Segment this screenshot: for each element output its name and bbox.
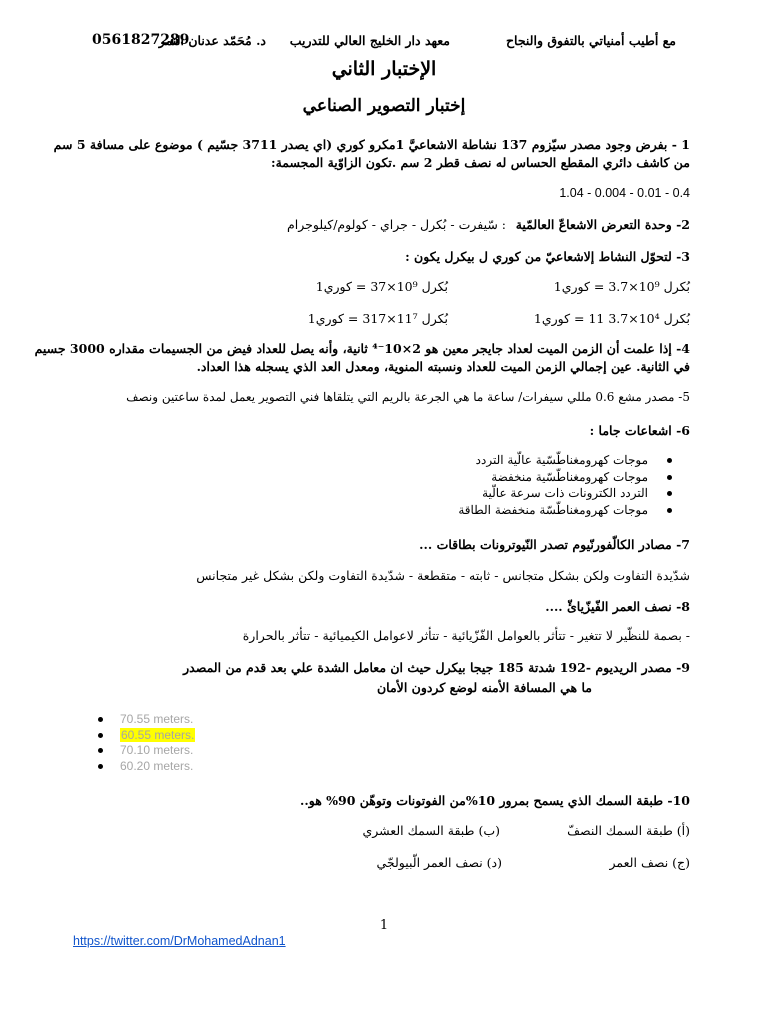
bullet-icon (98, 733, 103, 738)
bullet-icon (667, 458, 672, 463)
q9-line2: ما هي المسافة الأمنه لوضع كردون الأمان (377, 680, 592, 695)
header-institute: معهد دار الخليج العالي للتدريب (289, 33, 450, 48)
bullet-icon (98, 748, 103, 753)
highlighted-answer: 60.55 meters. (121, 727, 195, 742)
q10-option-c: (ج) نصف العمر (609, 855, 690, 870)
q3-option-b: بُكرل 10⁹×37 = كوري1 (315, 279, 448, 294)
q3-option-a: بُكرل 10⁹×3.7 = كوري1 (553, 279, 690, 294)
page-number: 1 (379, 918, 389, 933)
list-item: 70.10 meters. (97, 743, 195, 759)
header-phone: 0561827289 (92, 32, 190, 48)
q9-line1: 9- مصدر الريديوم -192 شدتة 185 جيجا بيكرل حيث ان معامل الشدة علي بعد قدم من المصدر (183, 660, 690, 675)
header-wishes: مع أطيب أمنياتي بالتفوق والنجاح (505, 33, 676, 48)
q8-options: - بصمة للنظّير لا تتغير - تتأثر بالعوامل الفّزّيائية - تتأثر لاعوامل الكيميائية - تتأثر بالحرارة (242, 628, 690, 643)
list-item: 60.20 meters. (97, 759, 195, 775)
q3-option-c: بُكرل 10⁴×3.7 11 = كوري1 (533, 311, 690, 326)
list-item: موجات كهرومغناطّسّة منخفضة الطاقة (458, 502, 650, 519)
q1-options: 1.04 - 0.004 - 0.01 - 0.4 (559, 186, 690, 200)
q7-label: 7- مصادر الكالّفورنّيوم تصدر النّيوترونات بطاقات ... (419, 537, 690, 552)
q8-label: 8- نصف العمر الفّيزّيائّ .... (545, 599, 690, 614)
q3-label: 3- لتحوّل النشاط إلاشعاعيّ من كوري ل بيكرل يكون : (405, 249, 690, 264)
q5-text: 5- مصدر مشع 0.6 مللي سيفرات/ ساعة ما هي الجرعة بالريم التي يتلقاها فني التصوير يعمل لمدة ساعتين ونصف (126, 390, 690, 404)
page-title: الإختبار الثاني (331, 58, 437, 80)
bullet-icon (667, 491, 672, 496)
twitter-link[interactable]: https://twitter.com/DrMohamedAdnan1 (73, 934, 286, 948)
bullet-icon (667, 508, 672, 513)
list-item: التردد الكترونات ذات سرعة عالّية (458, 485, 650, 502)
q7-options: شدّيدة التفاوت ولكن بشكل متجانس - ثابته - متقطعة - شدّيدة التفاوت ولكن بشكل غير متجانس (196, 568, 690, 583)
list-item: موجات كهرومغناطّسّية منخفضة (458, 469, 650, 486)
q1-line2: من كاشف دائري المقطع الحساس له نصف قطر 2 سم .تكون الزاوّية المجسمة: (270, 155, 690, 170)
list-item-highlighted (97, 728, 195, 744)
q9-options-list (97, 712, 195, 774)
q1-line1: 1 - بفرض وجود مصدر سيّزوم 137 نشاطة الاشعاعيَّ 1مكرو كوري (اي يصدر 3711 جسّيم ) موضوع على مسافة 5 سم (53, 137, 690, 152)
q2-label: 2- وحدة التعرض الاشعاعّ العالمّية (515, 217, 690, 232)
bullet-icon (667, 475, 672, 480)
list-item: موجات كهرومغناطّسّية عالّية التردد (458, 452, 650, 469)
bullet-icon (98, 717, 103, 722)
bullet-icon (98, 764, 103, 769)
q10-label: 10- طبقة السمك الذي يسمح بمرور 10%من الفوتونات وتوهّن 90% هو.. (300, 793, 690, 808)
q10-option-d: (د) نصف العمر الّبيولجّي (376, 855, 502, 870)
list-item: 70.55 meters. (97, 712, 195, 728)
header-author: د. مُحَمّد عدنان النمر (158, 33, 266, 48)
q3-option-d: بُكرل 11⁷×317 = كوري1 (307, 311, 448, 326)
q4-line1: 4- إذا علمت أن الزمن الميت لعداد جايجر معين هو 2×10⁻⁴ ثانية، وأنه يصل للعداد فيض من الجسيمات مقداره 3000 جسيم (34, 341, 690, 356)
q6-label: 6- اشعاعات جاما : (589, 423, 690, 438)
page-subtitle: إختبار التصوير الصناعي (302, 96, 466, 116)
q6-options-list (458, 452, 650, 518)
q10-option-a: (أ) طبقة السمك النصفّ (567, 823, 690, 838)
q4-line2: في الثانية. عين إجمالي الزمن الميت للعداد ونسبته المنوية، ومعدل العد الذي يسجله هذا العداد. (196, 359, 690, 374)
q10-option-b: (ب) طبقة السمك العشري (362, 823, 500, 838)
q2-options: : سّيفرت - بُكرل - جراي - كولوم/كيلوجرام (287, 217, 506, 232)
